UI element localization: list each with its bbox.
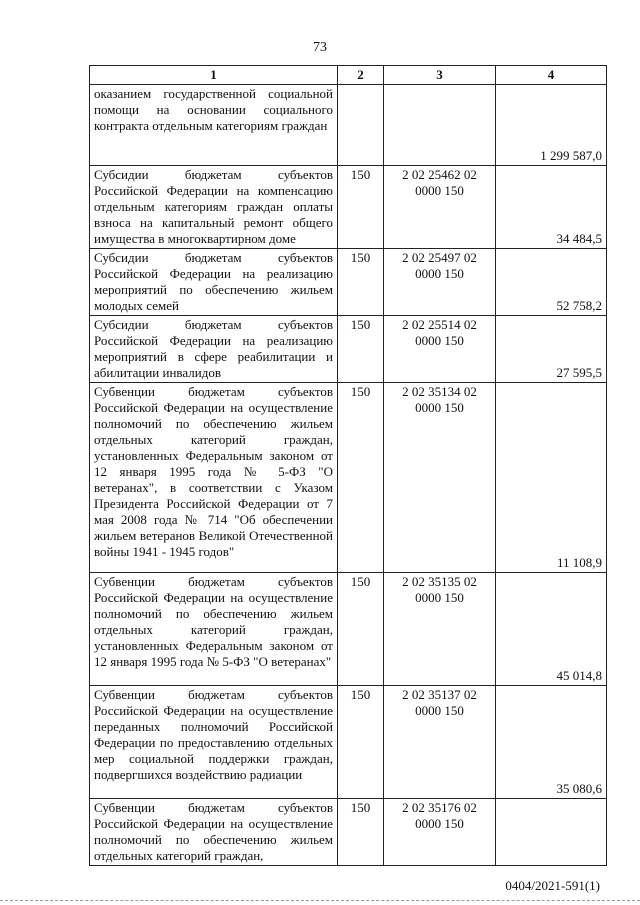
row-amount: 1 299 587,0 xyxy=(496,85,607,166)
table-row xyxy=(90,85,607,166)
page-number: 73 xyxy=(313,40,327,55)
table-row xyxy=(90,249,607,316)
row-amount xyxy=(496,799,607,866)
row-amount: 35 080,6 xyxy=(496,686,607,799)
row-kbk xyxy=(384,85,496,166)
row-code xyxy=(338,85,384,166)
row-code: 150 xyxy=(338,686,384,799)
row-kbk: 2 02 35135 02 0000 150 xyxy=(384,573,496,686)
row-kbk: 2 02 25462 02 0000 150 xyxy=(384,166,496,249)
row-code: 150 xyxy=(338,383,384,573)
row-kbk: 2 02 35134 02 0000 150 xyxy=(384,383,496,573)
row-name: Субвенции бюджетам субъектов Российской Федерации на осуществление полномочий по обеспечению жильем отдельных категорий граждан, установленных Федеральным законом от 12 января 1995 года № 5-ФЗ "О ветеранах" xyxy=(90,573,338,686)
row-amount: 11 108,9 xyxy=(496,383,607,573)
row-name: Субвенции бюджетам субъектов Российской Федерации на осуществление полномочий по обеспечению жильем отдельных категорий граждан, xyxy=(90,799,338,866)
document-code: 0404/2021-591(1) xyxy=(505,878,600,893)
row-name: Субвенции бюджетам субъектов Российской Федерации на осуществление переданных полномочий Российской Федерации по предоставлению отдельных мер социальной поддержки граждан, подвергшихся воздействию радиации xyxy=(90,686,338,799)
column-header: 1 xyxy=(90,66,338,85)
row-amount: 45 014,8 xyxy=(496,573,607,686)
row-code: 150 xyxy=(338,316,384,383)
column-header: 4 xyxy=(496,66,607,85)
row-kbk: 2 02 35137 02 0000 150 xyxy=(384,686,496,799)
table-row xyxy=(90,166,607,249)
table-row xyxy=(90,799,607,866)
row-code: 150 xyxy=(338,249,384,316)
column-header: 3 xyxy=(384,66,496,85)
table-row xyxy=(90,573,607,686)
table-row xyxy=(90,686,607,799)
row-kbk: 2 02 25497 02 0000 150 xyxy=(384,249,496,316)
row-amount: 34 484,5 xyxy=(496,166,607,249)
row-code: 150 xyxy=(338,799,384,866)
row-kbk: 2 02 25514 02 0000 150 xyxy=(384,316,496,383)
column-header: 2 xyxy=(338,66,384,85)
budget-table xyxy=(89,65,607,866)
row-code: 150 xyxy=(338,573,384,686)
table-row xyxy=(90,383,607,573)
row-code: 150 xyxy=(338,166,384,249)
scan-edge-divider xyxy=(0,900,640,902)
row-amount: 27 595,5 xyxy=(496,316,607,383)
row-name: Субсидии бюджетам субъектов Российской Федерации на реализацию мероприятий в сфере реабилитации и абилитации инвалидов xyxy=(90,316,338,383)
row-amount: 52 758,2 xyxy=(496,249,607,316)
table-row xyxy=(90,316,607,383)
row-name: Субсидии бюджетам субъектов Российской Федерации на компенсацию отдельным категориям граждан оплаты взноса на капитальный ремонт общего имущества в многоквартирном доме xyxy=(90,166,338,249)
row-name: Субвенции бюджетам субъектов Российской Федерации на осуществление полномочий по обеспечению жильем отдельных категорий граждан, установленных Федеральным законом от 12 января 1995 года № 5-ФЗ "О ветеранах", в соответствии с Указом Президента Российской Федерации от 7 мая 2008 года № 714 "Об обеспечении жильем ветеранов Великой Отечественной войны 1941 - 1945 годов" xyxy=(90,383,338,573)
row-name: Субсидии бюджетам субъектов Российской Федерации на реализацию мероприятий по обеспечению жильем молодых семей xyxy=(90,249,338,316)
row-name: оказанием государственной социальной помощи на основании социального контракта отдельным категориям граждан xyxy=(90,85,338,166)
table-header-row xyxy=(90,66,607,85)
row-kbk: 2 02 35176 02 0000 150 xyxy=(384,799,496,866)
